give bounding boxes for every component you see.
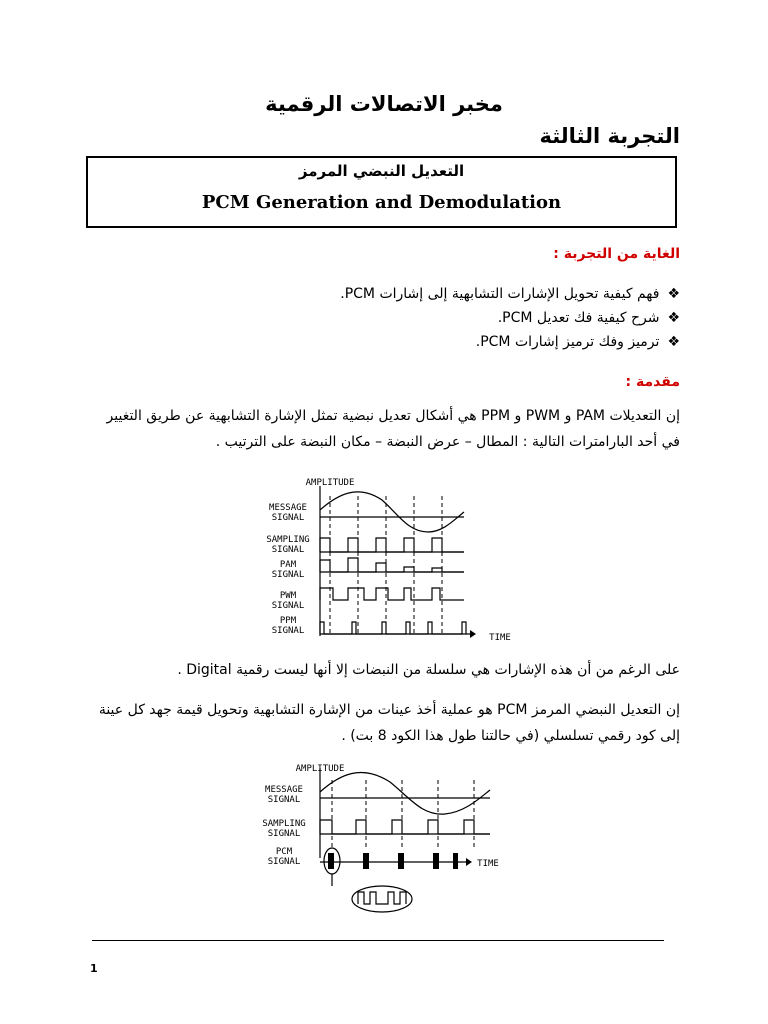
objective-heading: الغاية من التجربة :	[553, 246, 680, 262]
title-box	[86, 156, 677, 228]
figure-label: SIGNAL	[271, 545, 305, 555]
objective-item: ❖ترميز وفك ترميز إشارات PCM.	[475, 334, 680, 350]
figure-label: SAMPLING	[266, 535, 310, 545]
figure-label: MESSAGE	[265, 785, 303, 795]
bullet-icon: ❖	[667, 334, 680, 350]
figure-label: PPM	[279, 616, 297, 626]
figure-label: TIME	[477, 859, 499, 869]
pcm-pulse-group	[398, 853, 404, 869]
pcm-pulse-group	[363, 853, 369, 869]
figure-label: TIME	[489, 633, 511, 643]
figure-label: PCM	[275, 847, 293, 857]
pcm-figure	[250, 758, 512, 918]
intro-paragraph-2: على الرغم من أن هذه الإشارات هي سلسلة من النبضات إلا أنها ليست رقمية Digital .	[177, 662, 680, 678]
footer-divider	[92, 940, 664, 941]
pcm-pulse-group	[328, 853, 334, 869]
time-arrow-icon	[466, 858, 472, 866]
figure-label: SIGNAL	[271, 626, 305, 636]
time-arrow-icon	[470, 630, 476, 638]
title-arabic: التعديل النبضي المرمز	[298, 162, 465, 180]
intro-paragraph-1-line-2: في أحد البارامترات التالية : المطال – عرض النبضة – مكان النبضة على الترتيب .	[215, 434, 680, 450]
figure-label: SIGNAL	[271, 513, 305, 523]
figure-label: AMPLITUDE	[295, 764, 345, 774]
ppm-signal-wave	[320, 622, 466, 634]
bullet-icon: ❖	[667, 310, 680, 326]
figure-label: SIGNAL	[267, 795, 301, 805]
title-english: PCM Generation and Demodulation	[201, 192, 562, 213]
figure-label: MESSAGE	[269, 503, 307, 513]
figure-label: PWM	[279, 591, 297, 601]
intro-heading: مقدمة :	[625, 374, 680, 390]
figure-label: SIGNAL	[267, 857, 301, 867]
intro-paragraph-3-line-1: إن التعديل النبضي المرمز PCM هو عملية أخذ عينات من الإشارة التشابهية وتحويل قيمة جهد كل عينة	[98, 702, 680, 718]
pcm-pulse-group	[433, 853, 439, 869]
bullet-icon: ❖	[667, 286, 680, 302]
figure-label: SIGNAL	[267, 829, 301, 839]
experiment-number: التجربة الثالثة	[539, 124, 680, 148]
figure-line	[352, 886, 412, 912]
intro-paragraph-1-line-1: إن التعديلات PAM و PWM و PPM هي أشكال تعديل نبضية تمثل الإشارة التشابهية عن طريق التغيير	[106, 408, 680, 424]
objective-item: ❖شرح كيفية فك تعديل PCM.	[497, 310, 680, 326]
figure-label: AMPLITUDE	[305, 478, 355, 488]
intro-paragraph-3-line-2: إلى كود رقمي تسلسلي (في حالتنا طول هذا الكود 8 بت) .	[341, 728, 680, 744]
pulse-modulation-figure	[258, 474, 520, 644]
objective-item: ❖فهم كيفية تحويل الإشارات التشابهية إلى إشارات PCM.	[340, 286, 680, 302]
figure-label: SAMPLING	[262, 819, 306, 829]
pcm-code-bits	[358, 892, 406, 904]
pcm-pulse-group	[453, 853, 458, 869]
message-signal-wave	[320, 773, 490, 815]
figure-label: PAM	[279, 560, 297, 570]
page-number: 1	[90, 962, 98, 975]
figure-label: SIGNAL	[271, 601, 305, 611]
lab-title: مخبر الاتصالات الرقمية	[265, 92, 503, 116]
sampling-signal-wave	[320, 820, 490, 834]
figure-label: SIGNAL	[271, 570, 305, 580]
